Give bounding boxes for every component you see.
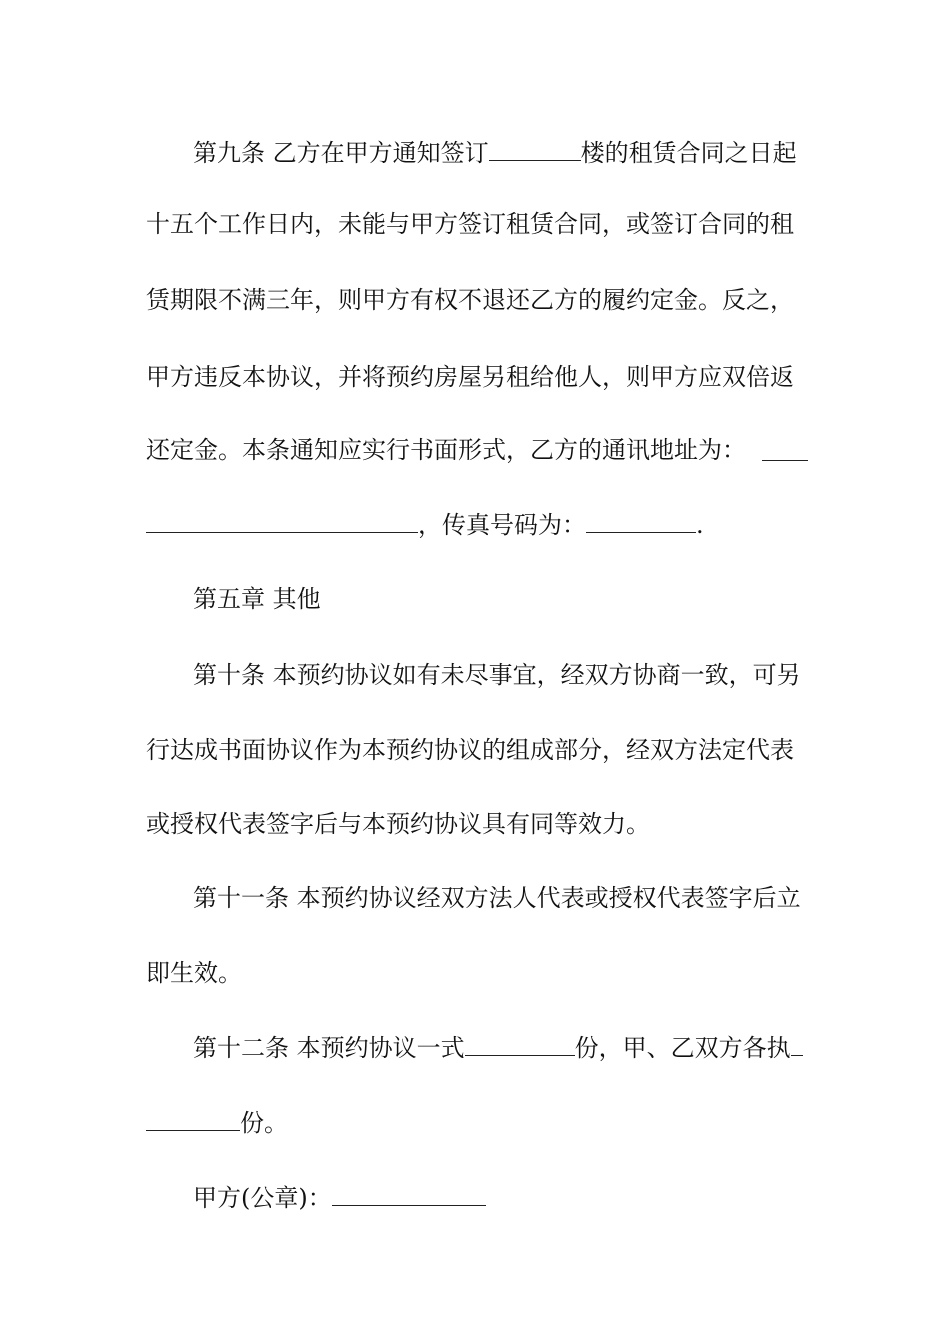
article-10-line-2: 行达成书面协议作为本预约协议的组成部分，经双方法定代表	[146, 736, 794, 764]
article-10-line-3: 或授权代表签字后与本预约协议具有同等效力。	[146, 810, 650, 838]
article-9-line-6	[146, 509, 808, 541]
article-9-line-3: 赁期限不满三年，则甲方有权不退还乙方的履约定金。反之，	[146, 286, 794, 314]
party-a-seal-line	[193, 1182, 808, 1214]
article-12-line-2	[146, 1107, 808, 1139]
article-10-line-1: 第十条 本预约协议如有未尽事宜，经双方协商一致，可另	[193, 661, 801, 689]
article-9-line-2: 十五个工作日内，未能与甲方签订租赁合同，或签订合同的租	[146, 210, 794, 238]
article-11-line-1: 第十一条 本预约协议经双方法人代表或授权代表签字后立	[193, 884, 801, 912]
party-a-seal-label: 甲方(公章)：	[193, 1184, 332, 1212]
address-blank-start	[762, 438, 808, 461]
article-9-line-4: 甲方违反本协议，并将预约房屋另租给他人，则甲方应双倍返	[146, 363, 794, 391]
fax-period: .	[696, 511, 704, 539]
article-12-tail-text: 份。	[240, 1109, 288, 1137]
fax-label: ，传真号码为：	[418, 511, 586, 539]
fax-blank	[586, 510, 696, 533]
article-12-line-1	[193, 1032, 808, 1064]
article-12-mid-text: 份，甲、乙双方各执	[574, 1034, 791, 1062]
copies-blank	[465, 1033, 575, 1056]
chapter-5-heading: 第五章 其他	[193, 585, 321, 613]
each-copies-blank-start	[791, 1033, 803, 1056]
article-12-lead-text: 第十二条 本预约协议一式	[193, 1034, 465, 1062]
floor-blank	[489, 138, 581, 161]
party-a-seal-blank	[332, 1183, 486, 1206]
article-9-line-1	[193, 137, 808, 169]
article-9-address-text: 还定金。本条通知应实行书面形式，乙方的通讯地址为：	[146, 436, 746, 464]
article-9-tail-text: 楼的租赁合同之日起	[580, 139, 797, 167]
article-11-line-2: 即生效。	[146, 959, 242, 987]
each-copies-blank	[146, 1108, 240, 1131]
address-blank	[146, 510, 418, 533]
article-9-lead-text: 第九条 乙方在甲方通知签订	[193, 139, 489, 167]
article-9-line-5	[146, 434, 808, 466]
